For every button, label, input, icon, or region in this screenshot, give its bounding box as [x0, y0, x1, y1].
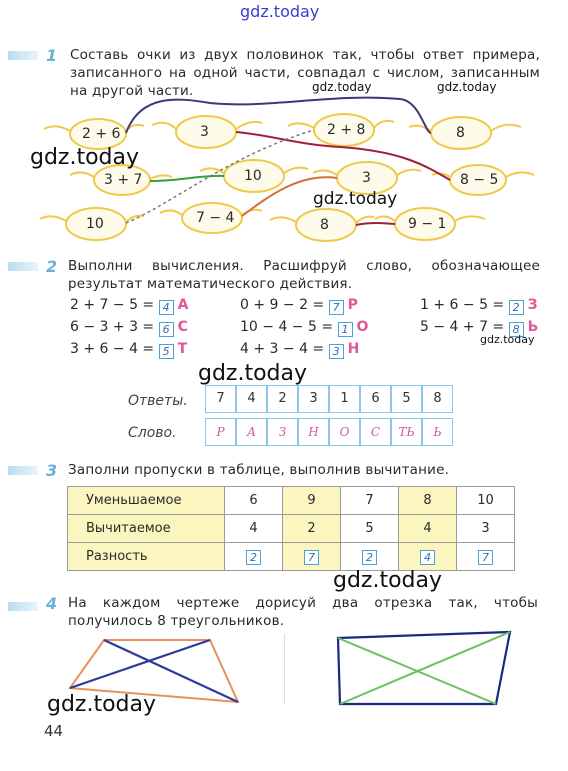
task3-bar [8, 466, 38, 475]
table-cell: 10 [457, 487, 515, 515]
word-cell: С [360, 418, 391, 446]
example: 5 − 4 + 7 = 8 Ь [420, 319, 539, 336]
lens-label: 2 + 8 [327, 122, 366, 138]
site-logo: gdz.today [240, 2, 320, 21]
example: 0 + 9 − 2 = 7 Р [240, 297, 358, 314]
table-cell: 4 [225, 515, 283, 543]
lens-label: 7 − 4 [196, 210, 235, 226]
example: 6 − 3 + 3 = 6 С [70, 319, 188, 336]
task1-number: 1 [46, 46, 58, 65]
word-cell: ТЬ [391, 418, 422, 446]
table-cell: 3 [457, 515, 515, 543]
page-number: 44 [44, 722, 64, 740]
lens-label: 8 − 5 [460, 172, 499, 188]
task4-text: На каждом чертеже дорисуй два отрезка так, чтобы получилось 8 треугольников. [68, 595, 538, 629]
task3-number: 3 [46, 461, 58, 480]
answer-cell: 5 [391, 385, 422, 413]
task1-bar [8, 51, 38, 60]
table-cell: 6 [225, 487, 283, 515]
lens-label: 3 [200, 124, 209, 140]
task4-number: 4 [46, 594, 58, 613]
row-header: Вычитаемое [68, 515, 225, 543]
task4-bar [8, 602, 38, 611]
table-row [68, 543, 515, 571]
parallelogram-drawing [330, 628, 520, 708]
lens-label: 3 + 7 [104, 172, 143, 188]
answers-label: Ответы. [128, 393, 188, 409]
watermark: gdz.today [333, 568, 443, 593]
table-cell: 5 [341, 515, 399, 543]
word-cell: З [267, 418, 298, 446]
example: 4 + 3 − 4 = 3 Н [240, 341, 360, 358]
answer-box: 2 [362, 550, 377, 565]
word-cell: Ь [422, 418, 453, 446]
watermark: gdz.today [313, 189, 398, 209]
table-cell: 4 [399, 515, 457, 543]
table-cell [457, 543, 515, 571]
subtraction-table [67, 486, 515, 571]
word-cell: О [329, 418, 360, 446]
watermark: gdz.today [198, 361, 308, 386]
answer-box: 4 [420, 550, 435, 565]
answer-box: 2 [246, 550, 261, 565]
answer-box: 7 [304, 550, 319, 565]
table-row [68, 515, 515, 543]
table-cell: 2 [283, 515, 341, 543]
lens-label: 2 + 6 [82, 126, 121, 142]
table-cell [225, 543, 283, 571]
example: 2 + 7 − 5 = 4 А [70, 297, 189, 314]
lens-label: 10 [86, 216, 104, 232]
answer-cell: 1 [329, 385, 360, 413]
table-row [68, 487, 515, 515]
lens-label: 3 [362, 170, 371, 186]
table-cell [283, 543, 341, 571]
answer-cell: 4 [236, 385, 267, 413]
lens-label: 9 − 1 [408, 216, 447, 232]
divider [284, 634, 285, 704]
word-cell: А [236, 418, 267, 446]
table-cell: 8 [399, 487, 457, 515]
watermark: gdz.today [47, 692, 157, 717]
task2-bar [8, 262, 38, 271]
table-cell [341, 543, 399, 571]
answer-cell: 3 [298, 385, 329, 413]
lens-label: 8 [456, 125, 465, 141]
task2-text: Выполни вычисления. Расшифруй слово, обозначающее результат математического действия. [68, 258, 540, 292]
task2-number: 2 [46, 257, 58, 276]
task3-text: Заполни пропуски в таблице, выполнив вычитание. [68, 462, 450, 478]
answer-box: 7 [478, 550, 493, 565]
table-cell: 7 [341, 487, 399, 515]
watermark: gdz.today [437, 80, 497, 94]
example: 3 + 6 − 4 = 5 Т [70, 341, 188, 358]
lens-label: 8 [320, 217, 329, 233]
example: 1 + 6 − 5 = 2 З [420, 297, 538, 314]
task1-text: Составь очки из двух половинок так, чтобы ответ примера, записанного на одной части, совпадал с числом, записанным на другой части. [70, 47, 540, 99]
word-cell: Р [205, 418, 236, 446]
answer-cell: 7 [205, 385, 236, 413]
table-cell: 9 [283, 487, 341, 515]
lens-label: 10 [244, 168, 262, 184]
answer-cell: 2 [267, 385, 298, 413]
answer-cell: 8 [422, 385, 453, 413]
watermark: gdz.today [480, 333, 535, 346]
watermark: gdz.today [30, 145, 140, 170]
example: 10 − 4 − 5 = 1 О [240, 319, 369, 336]
row-header: Уменьшаемое [68, 487, 225, 515]
word-label: Слово. [128, 425, 177, 441]
watermark: gdz.today [312, 80, 372, 94]
row-header: Разность [68, 543, 225, 571]
word-cell: Н [298, 418, 329, 446]
answer-cell: 6 [360, 385, 391, 413]
table-cell [399, 543, 457, 571]
